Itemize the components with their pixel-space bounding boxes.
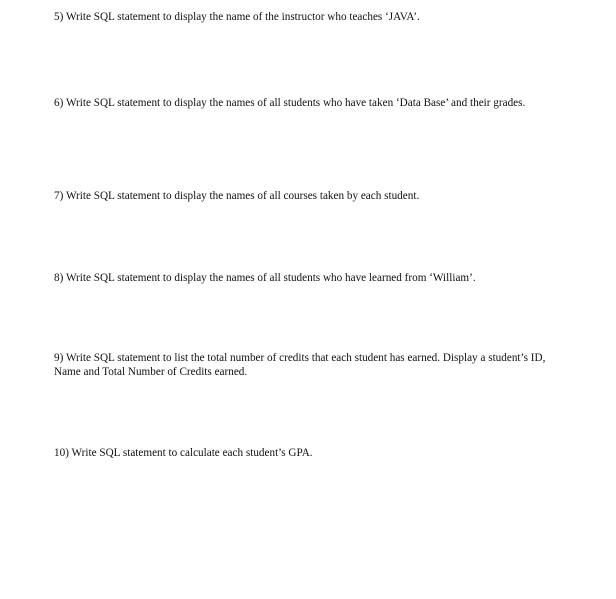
question-number: 9) — [54, 352, 64, 364]
question-number: 10) — [54, 447, 69, 459]
question-text: Write SQL statement to display the name of the instructor who teaches ‘JAVA’. — [65, 11, 420, 23]
question-text: Write SQL statement to display the names of all students who have taken ‘Data Base’ and their grades. — [65, 97, 526, 109]
question-text: Write SQL statement to list the total number of credits that each student has earned. Display a student’s ID, Name and Total Number of Credits earned. — [54, 352, 546, 378]
question-number: 6) — [54, 97, 64, 109]
question-7 — [54, 190, 574, 204]
question-9 — [54, 352, 566, 379]
question-6 — [54, 97, 574, 111]
question-10 — [54, 447, 574, 461]
question-number: 5) — [54, 11, 64, 23]
question-8 — [54, 272, 574, 286]
question-number: 8) — [54, 272, 64, 284]
question-5 — [54, 11, 574, 25]
question-text: Write SQL statement to display the names of all students who have learned from ‘William’. — [65, 272, 476, 284]
question-text: Write SQL statement to display the names of all courses taken by each student. — [65, 190, 420, 202]
question-number: 7) — [54, 190, 64, 202]
question-text: Write SQL statement to calculate each student’s GPA. — [71, 447, 313, 459]
